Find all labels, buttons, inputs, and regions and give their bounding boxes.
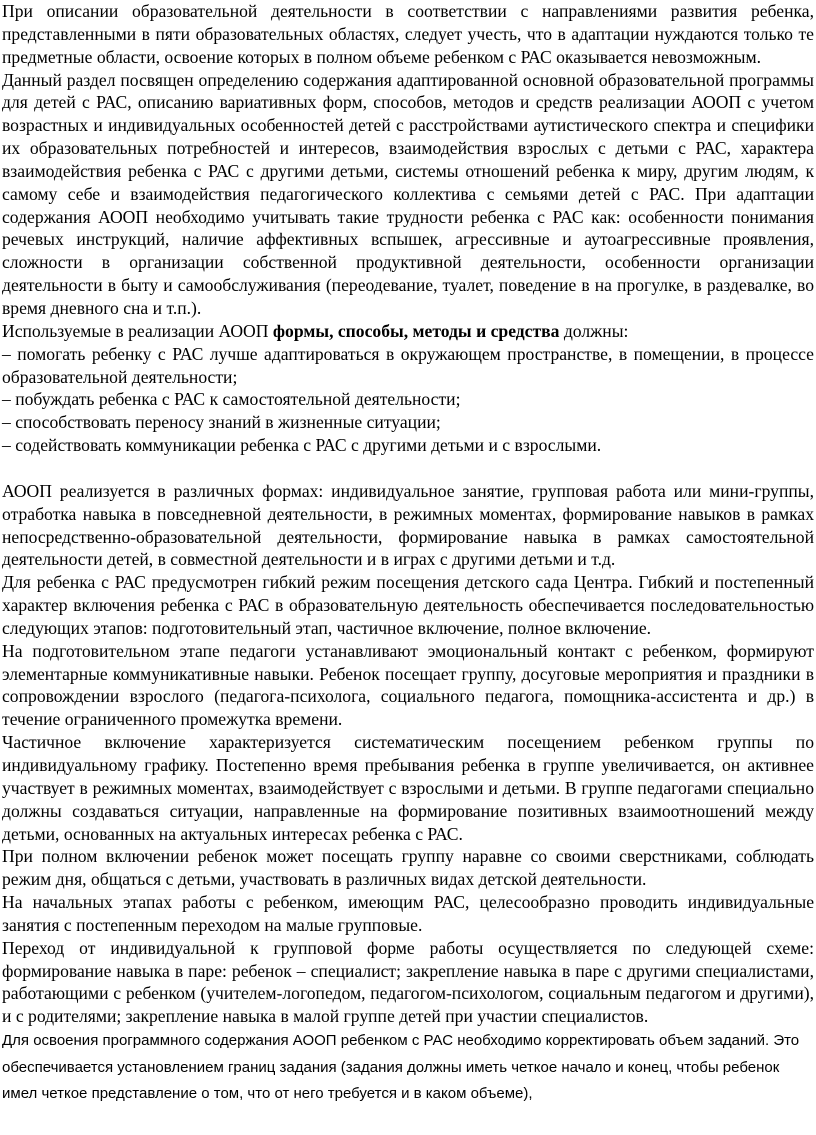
list-item: – способствовать переносу знаний в жизненные ситуации; <box>2 412 441 433</box>
forms-bold-text: формы, способы, методы и средства <box>272 320 560 341</box>
paragraph-flexible-schedule: Для ребенка с РАС предусмотрен гибкий режим посещения детского сада Центра. Гибкий и постепенный характер включения ребенка с РАС в образовательную деятельность обеспечивается последовательностью следующих этапов: подготовительный этап, частичное включение, полное включение. <box>2 572 814 638</box>
paragraph-transition-scheme: Переход от индивидуальной к групповой форме работы осуществляется по следующей схеме: формирование навыка в паре: ребенок – специалист; закрепление навыка в паре с другими специалистами, работающими с ребенком (учителем-логопедом, педагогом-психологом, социальным педагогом и другими), и с родителями; закрепление навыка в малой группе детей при участии специалистов. <box>2 937 814 1027</box>
forms-tail-text: должны: <box>559 320 629 341</box>
paragraph-partial-inclusion: Частичное включение характеризуется систематическим посещением ребенком группы по индивидуальному графику. Постепенно время пребывания ребенка в группе увеличивается, он активнее участвует в режимных моментах, взаимодействует с взрослыми и детьми. В группе педагогами специально должны создаваться ситуации, направленные на формирование позитивных взаимоотношений между детьми, основанных на актуальных интересах ребенка с РАС. <box>2 732 814 844</box>
list-item: – побуждать ребенка с РАС к самостоятельной деятельности; <box>2 389 461 410</box>
paragraph-task-volume: Для освоения программного содержания АООП ребенком с РАС необходимо корректировать объем заданий. Это обеспечивается установлением границ задания (задания должны иметь четкое начало и конец, чтобы ребенок имел четкое представление о том, что от него требуется и в каком объеме), <box>2 1032 800 1103</box>
paragraph-forms-methods <box>2 320 814 343</box>
paragraph-forms-of-implementation: АООП реализуется в различных формах: индивидуальное занятие, групповая работа или мини-группы, отработка навыка в повседневной деятельности, в режимных моментах, формирование навыков в рамках непосредственно-образовательной деятельности, формирование навыка в рамках самостоятельной деятельности детей, в совместной деятельности и в играх с другими детьми и т.д. <box>2 480 814 570</box>
list-item: – помогать ребенку с РАС лучше адаптироваться в окружающем пространстве, в помещении, в процессе образовательной деятельности; <box>2 343 814 387</box>
paragraph-preparatory-stage: На подготовительном этапе педагоги устанавливают эмоциональный контакт с ребенком, формируют элементарные коммуникативные навыки. Ребенок посещает группу, досуговые мероприятия и праздники в сопровождении взрослого (педагога-психолога, социального педагога, помощника-ассистента и др.) в течение ограниченного промежутка времени. <box>2 640 814 730</box>
blank-line <box>2 457 816 480</box>
paragraph-section-purpose: Данный раздел посвящен определению содержания адаптированной основной образовательной программы для детей с РАС, описанию вариативных форм, способов, методов и средств реализации АООП с учетом возрастных и индивидуальных особенностей детей с расстройствами аутистического спектра и специфики их образовательных потребностей и интересов, взаимодействия взрослых с детьми с РАС, характера взаимодействия ребенка с РАС с другими детьми, системы отношений ребенка к миру, другим людям, к самому себе и взаимодействия педагогического коллектива с семьями детей с РАС. При адаптации содержания АООП необходимо учитывать такие трудности ребенка с РАС как: особенности понимания речевых инструкций, наличие аффективных вспышек, агрессивные и аутоагрессивные проявления, сложности в организации собственной продуктивной деятельности, особенности организации деятельности в быту и самообслуживания (переодевание, туалет, поведение в на прогулке, в раздевалке, во время дневного сна и т.п.). <box>2 69 814 318</box>
paragraph-full-inclusion: При полном включении ребенок может посещать группу наравне со своими сверстниками, соблюдать режим дня, общаться с детьми, участвовать в различных видах детской деятельности. <box>2 846 814 890</box>
paragraph-intro: При описании образовательной деятельности в соответствии с направлениями развития ребенка, представленными в пяти образовательных областях, следует учесть, что в адаптации нуждаются только те предметные области, освоение которых в полном объеме ребенком с РАС оказывается невозможным. <box>2 1 814 67</box>
forms-lead-text: Используемые в реализации АООП <box>2 320 273 341</box>
paragraph-initial-stages: На начальных этапах работы с ребенком, имеющим РАС, целесообразно проводить индивидуальные занятия с постепенным переходом на малые групповые. <box>2 892 814 935</box>
list-item: – содействовать коммуникации ребенка с РАС с другими детьми и с взрослыми. <box>2 435 602 456</box>
